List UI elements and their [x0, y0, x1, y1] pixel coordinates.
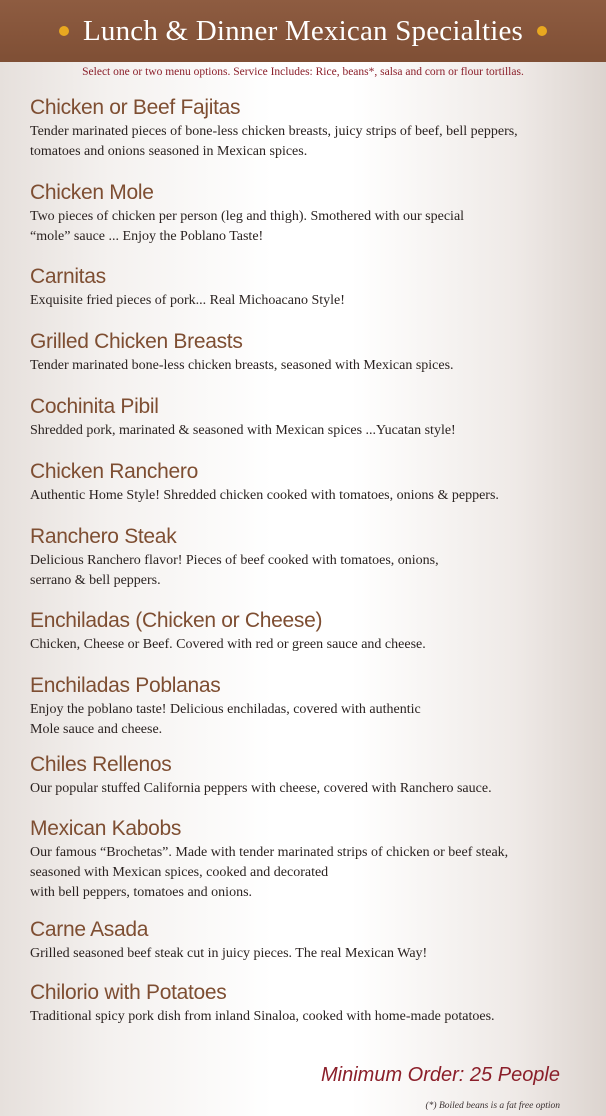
description-line: Shredded pork, marinated & seasoned with Mexican spices ...Yucatan style! — [30, 423, 456, 438]
menu-item-name: Ranchero Steak — [30, 525, 177, 548]
menu-item-name: Chiles Rellenos — [30, 753, 172, 776]
description-line: serrano & bell peppers. — [30, 573, 161, 588]
menu-item-description — [30, 207, 590, 247]
description-line: tomatoes and onions seasoned in Mexican spices. — [30, 144, 308, 159]
menu-item — [30, 753, 590, 799]
menu-item-name: Chicken or Beef Fajitas — [30, 96, 241, 119]
menu-item-name: Chilorio with Potatoes — [30, 981, 227, 1004]
description-line: Our popular stuffed California peppers with cheese, covered with Ranchero sauce. — [30, 781, 492, 796]
menu-item-description — [30, 122, 590, 162]
menu-item-name: Mexican Kabobs — [30, 817, 182, 840]
menu-item — [30, 609, 590, 655]
menu-item — [30, 181, 590, 247]
description-line: Exquisite fried pieces of pork... Real Michoacano Style! — [30, 293, 345, 308]
menu-item-description — [30, 356, 590, 376]
minimum-order: Minimum Order: 25 People — [321, 1064, 560, 1086]
menu-item — [30, 817, 590, 903]
description-line: with bell peppers, tomatoes and onions. — [30, 885, 253, 900]
description-line: Grilled seasoned beef steak cut in juicy pieces. The real Mexican Way! — [30, 946, 428, 961]
description-line: Mole sauce and cheese. — [30, 722, 163, 737]
description-line: seasoned with Mexican spices, cooked and decorated — [30, 865, 329, 880]
menu-item-name: Enchiladas (Chicken or Cheese) — [30, 609, 323, 632]
menu-item-name: Chicken Ranchero — [30, 460, 198, 483]
menu-item-description — [30, 635, 590, 655]
description-line: Delicious Ranchero flavor! Pieces of beef cooked with tomatoes, onions, — [30, 553, 439, 568]
menu-item-name: Grilled Chicken Breasts — [30, 330, 243, 353]
bullet-dot-icon — [537, 26, 547, 36]
menu-item-description — [30, 843, 590, 903]
menu-item — [30, 265, 590, 311]
description-line: Chicken, Cheese or Beef. Covered with red or green sauce and cheese. — [30, 637, 426, 652]
menu-item — [30, 674, 590, 740]
menu-item-description — [30, 291, 590, 311]
menu-item-name: Enchiladas Poblanas — [30, 674, 221, 697]
menu-item-description — [30, 486, 590, 506]
menu-item-description — [30, 944, 590, 964]
menu-item — [30, 395, 590, 441]
description-line: Authentic Home Style! Shredded chicken cooked with tomatoes, onions & peppers. — [30, 488, 499, 503]
page-title: Lunch & Dinner Mexican Specialties — [82, 14, 524, 47]
menu-item — [30, 460, 590, 506]
description-line: “mole” sauce ... Enjoy the Poblano Taste! — [30, 229, 264, 244]
description-line: Two pieces of chicken per person (leg and thigh). Smothered with our special — [30, 209, 465, 224]
menu-item-name: Chicken Mole — [30, 181, 154, 204]
description-line: Enjoy the poblano taste! Delicious enchiladas, covered with authentic — [30, 702, 421, 717]
menu-item — [30, 330, 590, 376]
menu-item-name: Carnitas — [30, 265, 106, 288]
description-line: Traditional spicy pork dish from inland Sinaloa, cooked with home-made potatoes. — [30, 1009, 495, 1024]
bullet-dot-icon — [59, 26, 69, 36]
menu-item-description — [30, 779, 590, 799]
header-band — [0, 0, 606, 62]
menu-item — [30, 525, 590, 591]
menu-item-name: Cochinita Pibil — [30, 395, 159, 418]
menu-item-description — [30, 421, 590, 441]
menu-item-description — [30, 551, 590, 591]
menu-item — [30, 96, 590, 162]
menu-item-description — [30, 1007, 590, 1027]
description-line: Tender marinated pieces of bone-less chicken breasts, juicy strips of beef, bell peppers, — [30, 124, 518, 139]
service-note: Select one or two menu options. Service Includes: Rice, beans*, salsa and corn or flour tortillas. — [82, 66, 524, 78]
menu-item — [30, 918, 590, 964]
footnote: (*) Boiled beans is a fat free option — [425, 1101, 560, 1111]
menu-item — [30, 981, 590, 1027]
menu-item-description — [30, 700, 590, 740]
description-line: Tender marinated bone-less chicken breasts, seasoned with Mexican spices. — [30, 358, 454, 373]
description-line: Our famous “Brochetas”. Made with tender marinated strips of chicken or beef steak, — [30, 845, 509, 860]
menu-item-name: Carne Asada — [30, 918, 149, 941]
